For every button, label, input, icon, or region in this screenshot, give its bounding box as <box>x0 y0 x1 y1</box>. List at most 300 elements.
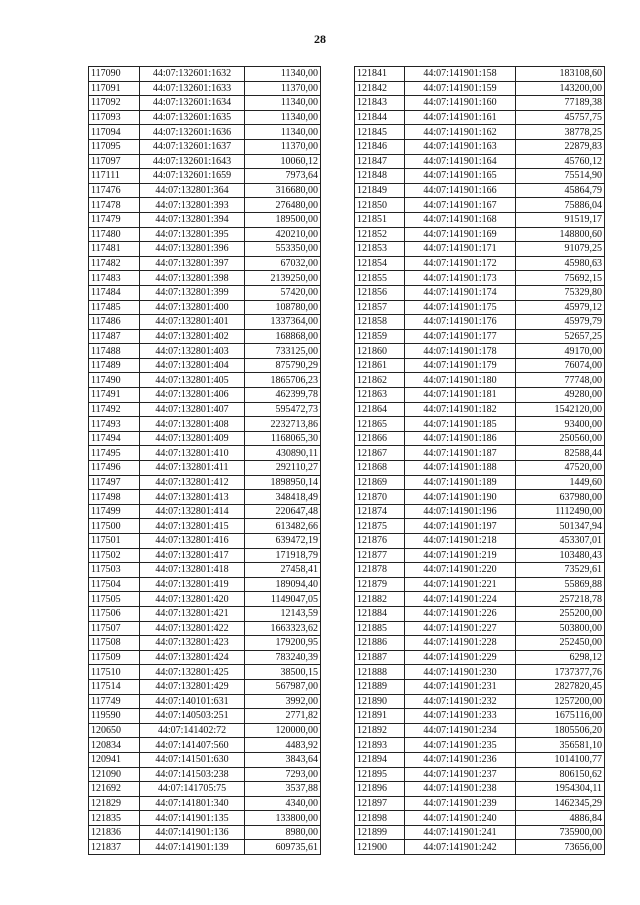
value-cell: 1954304,11 <box>516 782 605 797</box>
table-row <box>355 344 605 359</box>
page-number: 28 <box>314 32 326 46</box>
cadastral-number-cell: 44:07:141901:161 <box>405 110 516 125</box>
table-row <box>89 431 321 446</box>
record-number-cell: 117495 <box>89 446 140 461</box>
table-row <box>89 592 321 607</box>
value-cell: 1149047,05 <box>245 592 321 607</box>
record-number-cell: 121837 <box>89 840 140 855</box>
value-cell: 11340,00 <box>245 125 321 140</box>
cadastral-number-cell: 44:07:141501:630 <box>140 752 245 767</box>
table-row <box>355 752 605 767</box>
cadastral-number-cell: 44:07:141901:136 <box>140 825 245 840</box>
record-number-cell: 121849 <box>355 183 405 198</box>
cadastral-number-cell: 44:07:141901:224 <box>405 592 516 607</box>
record-number-cell: 117509 <box>89 650 140 665</box>
value-cell: 2232713,86 <box>245 417 321 432</box>
record-number-cell: 121841 <box>355 67 405 82</box>
table-row <box>355 504 605 519</box>
table-row <box>89 256 321 271</box>
cadastral-number-cell: 44:07:141901:239 <box>405 796 516 811</box>
cadastral-number-cell: 44:07:132801:420 <box>140 592 245 607</box>
value-cell: 2139250,00 <box>245 271 321 286</box>
table-row <box>355 212 605 227</box>
cadastral-number-cell: 44:07:141901:167 <box>405 198 516 213</box>
value-cell: 553350,00 <box>245 242 321 257</box>
table-row <box>355 388 605 403</box>
table-row <box>355 256 605 271</box>
record-number-cell: 117090 <box>89 67 140 82</box>
cadastral-number-cell: 44:07:141901:218 <box>405 534 516 549</box>
table-row <box>355 373 605 388</box>
record-number-cell: 117504 <box>89 577 140 592</box>
value-cell: 613482,66 <box>245 519 321 534</box>
cadastral-number-cell: 44:07:141901:174 <box>405 285 516 300</box>
table-row <box>89 636 321 651</box>
value-cell: 11340,00 <box>245 96 321 111</box>
record-number-cell: 117496 <box>89 461 140 476</box>
record-number-cell: 117499 <box>89 504 140 519</box>
record-number-cell: 117093 <box>89 110 140 125</box>
table-row <box>89 461 321 476</box>
cadastral-number-cell: 44:07:132801:402 <box>140 329 245 344</box>
cadastral-number-cell: 44:07:141901:160 <box>405 96 516 111</box>
table-row <box>355 402 605 417</box>
record-number-cell: 121861 <box>355 358 405 373</box>
table-row <box>355 446 605 461</box>
cadastral-number-cell: 44:07:141901:166 <box>405 183 516 198</box>
value-cell: 250560,00 <box>516 431 605 446</box>
record-number-cell: 121878 <box>355 563 405 578</box>
record-number-cell: 117489 <box>89 358 140 373</box>
value-cell: 47520,00 <box>516 461 605 476</box>
record-number-cell: 121893 <box>355 738 405 753</box>
cadastral-number-cell: 44:07:132801:409 <box>140 431 245 446</box>
record-number-cell: 121866 <box>355 431 405 446</box>
value-cell: 430890,11 <box>245 446 321 461</box>
cadastral-number-cell: 44:07:132801:416 <box>140 534 245 549</box>
record-number-cell: 121865 <box>355 417 405 432</box>
table-row <box>355 796 605 811</box>
value-cell: 3992,00 <box>245 694 321 709</box>
table-row <box>355 825 605 840</box>
cadastral-number-cell: 44:07:141901:235 <box>405 738 516 753</box>
value-cell: 10060,12 <box>245 154 321 169</box>
cadastral-number-cell: 44:07:141901:168 <box>405 212 516 227</box>
table-row <box>355 81 605 96</box>
table-row <box>355 606 605 621</box>
table-row <box>355 67 605 82</box>
value-cell: 133800,00 <box>245 811 321 826</box>
record-number-cell: 121897 <box>355 796 405 811</box>
record-number-cell: 121869 <box>355 475 405 490</box>
value-cell: 45864,79 <box>516 183 605 198</box>
record-number-cell: 117091 <box>89 81 140 96</box>
value-cell: 120000,00 <box>245 723 321 738</box>
table-row <box>89 300 321 315</box>
record-number-cell: 120834 <box>89 738 140 753</box>
table-row <box>89 665 321 680</box>
value-cell: 91519,17 <box>516 212 605 227</box>
cadastral-number-cell: 44:07:132801:421 <box>140 606 245 621</box>
cadastral-number-cell: 44:07:141901:172 <box>405 256 516 271</box>
value-cell: 2827820,45 <box>516 679 605 694</box>
cadastral-number-cell: 44:07:141901:163 <box>405 139 516 154</box>
cadastral-number-cell: 44:07:132801:414 <box>140 504 245 519</box>
value-cell: 143200,00 <box>516 81 605 96</box>
table-row <box>355 840 605 855</box>
value-cell: 11370,00 <box>245 139 321 154</box>
table-row <box>355 650 605 665</box>
value-cell: 45980,63 <box>516 256 605 271</box>
table-row <box>89 825 321 840</box>
value-cell: 783240,39 <box>245 650 321 665</box>
table-row <box>355 577 605 592</box>
record-number-cell: 121868 <box>355 461 405 476</box>
value-cell: 453307,01 <box>516 534 605 549</box>
table-row <box>89 577 321 592</box>
cadastral-number-cell: 44:07:141901:197 <box>405 519 516 534</box>
record-number-cell: 121844 <box>355 110 405 125</box>
cadastral-number-cell: 44:07:141901:228 <box>405 636 516 651</box>
value-cell: 11340,00 <box>245 67 321 82</box>
record-number-cell: 117485 <box>89 300 140 315</box>
table-row <box>89 621 321 636</box>
cadastral-number-cell: 44:07:141901:232 <box>405 694 516 709</box>
value-cell: 348418,49 <box>245 490 321 505</box>
value-cell: 108780,00 <box>245 300 321 315</box>
value-cell: 1737377,76 <box>516 665 605 680</box>
table-row <box>89 548 321 563</box>
record-number-cell: 121877 <box>355 548 405 563</box>
table-row <box>89 490 321 505</box>
cadastral-number-cell: 44:07:141901:165 <box>405 169 516 184</box>
record-number-cell: 117486 <box>89 315 140 330</box>
table-row <box>355 475 605 490</box>
value-cell: 38500,15 <box>245 665 321 680</box>
value-cell: 103480,43 <box>516 548 605 563</box>
table-row <box>355 125 605 140</box>
cadastral-number-cell: 44:07:132801:393 <box>140 198 245 213</box>
table-row <box>89 227 321 242</box>
cadastral-number-cell: 44:07:141901:231 <box>405 679 516 694</box>
value-cell: 45979,79 <box>516 315 605 330</box>
table-row <box>89 840 321 855</box>
cadastral-number-cell: 44:07:141402:72 <box>140 723 245 738</box>
record-number-cell: 117482 <box>89 256 140 271</box>
table-row <box>355 636 605 651</box>
table-row <box>89 650 321 665</box>
record-number-cell: 117494 <box>89 431 140 446</box>
cadastral-number-cell: 44:07:141901:227 <box>405 621 516 636</box>
cadastral-number-cell: 44:07:141901:176 <box>405 315 516 330</box>
record-number-cell: 121876 <box>355 534 405 549</box>
cadastral-number-cell: 44:07:132801:401 <box>140 315 245 330</box>
table-row <box>355 738 605 753</box>
record-number-cell: 121090 <box>89 767 140 782</box>
value-cell: 75692,15 <box>516 271 605 286</box>
cadastral-number-cell: 44:07:141901:139 <box>140 840 245 855</box>
record-number-cell: 117480 <box>89 227 140 242</box>
cadastral-number-cell: 44:07:141901:185 <box>405 417 516 432</box>
cadastral-number-cell: 44:07:141901:230 <box>405 665 516 680</box>
table-row <box>89 767 321 782</box>
value-cell: 189094,40 <box>245 577 321 592</box>
table-row <box>89 796 321 811</box>
cadastral-number-cell: 44:07:141901:177 <box>405 329 516 344</box>
record-number-cell: 117493 <box>89 417 140 432</box>
record-number-cell: 121879 <box>355 577 405 592</box>
value-cell: 503800,00 <box>516 621 605 636</box>
record-number-cell: 121899 <box>355 825 405 840</box>
value-cell: 1542120,00 <box>516 402 605 417</box>
record-number-cell: 121875 <box>355 519 405 534</box>
cadastral-number-cell: 44:07:132801:403 <box>140 344 245 359</box>
record-number-cell: 117490 <box>89 373 140 388</box>
record-number-cell: 121860 <box>355 344 405 359</box>
record-number-cell: 121898 <box>355 811 405 826</box>
record-number-cell: 121855 <box>355 271 405 286</box>
cadastral-number-cell: 44:07:132801:417 <box>140 548 245 563</box>
record-number-cell: 121846 <box>355 139 405 154</box>
value-cell: 91079,25 <box>516 242 605 257</box>
record-number-cell: 121885 <box>355 621 405 636</box>
record-number-cell: 117476 <box>89 183 140 198</box>
cadastral-number-cell: 44:07:132801:397 <box>140 256 245 271</box>
record-number-cell: 121857 <box>355 300 405 315</box>
cadastral-number-cell: 44:07:132801:411 <box>140 461 245 476</box>
value-cell: 52657,25 <box>516 329 605 344</box>
record-number-cell: 121892 <box>355 723 405 738</box>
cadastral-number-cell: 44:07:141901:164 <box>405 154 516 169</box>
record-number-cell: 120650 <box>89 723 140 738</box>
value-cell: 45757,75 <box>516 110 605 125</box>
value-cell: 1112490,00 <box>516 504 605 519</box>
table-row <box>89 606 321 621</box>
table-row <box>355 227 605 242</box>
value-cell: 875790,29 <box>245 358 321 373</box>
value-cell: 93400,00 <box>516 417 605 432</box>
record-number-cell: 117483 <box>89 271 140 286</box>
table-row <box>355 358 605 373</box>
value-cell: 11340,00 <box>245 110 321 125</box>
table-row <box>355 709 605 724</box>
cadastral-number-cell: 44:07:141901:178 <box>405 344 516 359</box>
cadastral-number-cell: 44:07:132801:394 <box>140 212 245 227</box>
table-row <box>89 110 321 125</box>
value-cell: 75329,80 <box>516 285 605 300</box>
value-cell: 637980,00 <box>516 490 605 505</box>
value-cell: 183108,60 <box>516 67 605 82</box>
table-row <box>89 125 321 140</box>
value-cell: 257218,78 <box>516 592 605 607</box>
table-row <box>89 534 321 549</box>
value-cell: 595472,73 <box>245 402 321 417</box>
table-row <box>355 329 605 344</box>
value-cell: 1865706,23 <box>245 373 321 388</box>
cadastral-number-cell: 44:07:132801:396 <box>140 242 245 257</box>
cadastral-number-cell: 44:07:132601:1659 <box>140 169 245 184</box>
cadastral-number-cell: 44:07:132801:423 <box>140 636 245 651</box>
cadastral-number-cell: 44:07:141901:242 <box>405 840 516 855</box>
value-cell: 77748,00 <box>516 373 605 388</box>
value-cell: 7973,64 <box>245 169 321 184</box>
value-cell: 22879,83 <box>516 139 605 154</box>
record-number-cell: 117478 <box>89 198 140 213</box>
cadastral-number-cell: 44:07:141901:220 <box>405 563 516 578</box>
record-number-cell: 117094 <box>89 125 140 140</box>
record-number-cell: 121845 <box>355 125 405 140</box>
cadastral-number-cell: 44:07:141901:175 <box>405 300 516 315</box>
table-row <box>355 767 605 782</box>
value-cell: 4483,92 <box>245 738 321 753</box>
cadastral-number-cell: 44:07:132601:1633 <box>140 81 245 96</box>
cadastral-number-cell: 44:07:141901:233 <box>405 709 516 724</box>
table-row <box>89 67 321 82</box>
record-number-cell: 117097 <box>89 154 140 169</box>
record-number-cell: 121889 <box>355 679 405 694</box>
record-number-cell: 121874 <box>355 504 405 519</box>
cadastral-number-cell: 44:07:141901:180 <box>405 373 516 388</box>
value-cell: 168868,00 <box>245 329 321 344</box>
value-cell: 6298,12 <box>516 650 605 665</box>
cadastral-number-cell: 44:07:132801:419 <box>140 577 245 592</box>
value-cell: 4886,84 <box>516 811 605 826</box>
table-row <box>89 242 321 257</box>
value-cell: 733125,00 <box>245 344 321 359</box>
cadastral-number-cell: 44:07:132801:412 <box>140 475 245 490</box>
cadastral-number-cell: 44:07:141901:237 <box>405 767 516 782</box>
record-number-cell: 121847 <box>355 154 405 169</box>
value-cell: 77189,38 <box>516 96 605 111</box>
record-number-cell: 121859 <box>355 329 405 344</box>
value-cell: 45760,12 <box>516 154 605 169</box>
table-row <box>355 110 605 125</box>
table-row <box>89 285 321 300</box>
value-cell: 1675116,00 <box>516 709 605 724</box>
record-number-cell: 121854 <box>355 256 405 271</box>
table-row <box>89 329 321 344</box>
cadastral-number-cell: 44:07:141705:75 <box>140 782 245 797</box>
cadastral-number-cell: 44:07:132601:1632 <box>140 67 245 82</box>
record-number-cell: 117481 <box>89 242 140 257</box>
record-number-cell: 121862 <box>355 373 405 388</box>
value-cell: 67032,00 <box>245 256 321 271</box>
record-number-cell: 117514 <box>89 679 140 694</box>
cadastral-number-cell: 44:07:132801:422 <box>140 621 245 636</box>
table-row <box>89 388 321 403</box>
table-row <box>89 373 321 388</box>
value-cell: 171918,79 <box>245 548 321 563</box>
table-row <box>89 563 321 578</box>
value-cell: 420210,00 <box>245 227 321 242</box>
value-cell: 316680,00 <box>245 183 321 198</box>
value-cell: 148800,60 <box>516 227 605 242</box>
value-cell: 49280,00 <box>516 388 605 403</box>
table-row <box>89 344 321 359</box>
value-cell: 292110,27 <box>245 461 321 476</box>
record-number-cell: 121890 <box>355 694 405 709</box>
record-number-cell: 117487 <box>89 329 140 344</box>
cadastral-number-cell: 44:07:132601:1635 <box>140 110 245 125</box>
table-row <box>89 315 321 330</box>
value-cell: 735900,00 <box>516 825 605 840</box>
record-number-cell: 121894 <box>355 752 405 767</box>
record-number-cell: 121870 <box>355 490 405 505</box>
cadastral-number-cell: 44:07:141901:241 <box>405 825 516 840</box>
table-row <box>355 665 605 680</box>
table-row <box>355 694 605 709</box>
cadastral-number-cell: 44:07:132601:1643 <box>140 154 245 169</box>
table-row <box>355 154 605 169</box>
cadastral-number-cell: 44:07:141901:234 <box>405 723 516 738</box>
record-number-cell: 117498 <box>89 490 140 505</box>
table-row <box>355 315 605 330</box>
record-number-cell: 121888 <box>355 665 405 680</box>
table-row <box>89 358 321 373</box>
record-number-cell: 121887 <box>355 650 405 665</box>
table-row <box>89 212 321 227</box>
table-row <box>355 242 605 257</box>
record-number-cell: 117501 <box>89 534 140 549</box>
cadastral-number-cell: 44:07:141901:135 <box>140 811 245 826</box>
value-cell: 57420,00 <box>245 285 321 300</box>
value-cell: 220647,48 <box>245 504 321 519</box>
record-number-cell: 121886 <box>355 636 405 651</box>
cadastral-number-cell: 44:07:141901:158 <box>405 67 516 82</box>
cadastral-number-cell: 44:07:132801:408 <box>140 417 245 432</box>
value-cell: 1337364,00 <box>245 315 321 330</box>
record-number-cell: 121856 <box>355 285 405 300</box>
record-number-cell: 121891 <box>355 709 405 724</box>
cadastral-number-cell: 44:07:141901:221 <box>405 577 516 592</box>
value-cell: 82588,44 <box>516 446 605 461</box>
cadastral-number-cell: 44:07:141407:560 <box>140 738 245 753</box>
record-number-cell: 117492 <box>89 402 140 417</box>
cadastral-number-cell: 44:07:132801:405 <box>140 373 245 388</box>
table-row <box>355 461 605 476</box>
table-row <box>89 738 321 753</box>
table-row <box>355 548 605 563</box>
cadastral-number-cell: 44:07:141901:159 <box>405 81 516 96</box>
cadastral-number-cell: 44:07:141901:219 <box>405 548 516 563</box>
record-number-cell: 117500 <box>89 519 140 534</box>
cadastral-number-cell: 44:07:141901:240 <box>405 811 516 826</box>
cadastral-number-cell: 44:07:141901:182 <box>405 402 516 417</box>
value-cell: 73656,00 <box>516 840 605 855</box>
cadastral-number-cell: 44:07:141503:238 <box>140 767 245 782</box>
value-cell: 1168065,30 <box>245 431 321 446</box>
table-row <box>89 446 321 461</box>
value-cell: 179200,95 <box>245 636 321 651</box>
table-row <box>89 475 321 490</box>
cadastral-number-cell: 44:07:141901:190 <box>405 490 516 505</box>
record-number-cell: 117503 <box>89 563 140 578</box>
cadastral-number-cell: 44:07:141901:171 <box>405 242 516 257</box>
table-row <box>355 271 605 286</box>
table-row <box>89 709 321 724</box>
table-row <box>89 811 321 826</box>
record-number-cell: 121884 <box>355 606 405 621</box>
record-number-cell: 119590 <box>89 709 140 724</box>
cadastral-number-cell: 44:07:141901:188 <box>405 461 516 476</box>
table-row <box>89 169 321 184</box>
table-row <box>355 519 605 534</box>
table-row <box>89 183 321 198</box>
value-cell: 11370,00 <box>245 81 321 96</box>
value-cell: 12143,59 <box>245 606 321 621</box>
record-number-cell: 117510 <box>89 665 140 680</box>
value-cell: 27458,41 <box>245 563 321 578</box>
